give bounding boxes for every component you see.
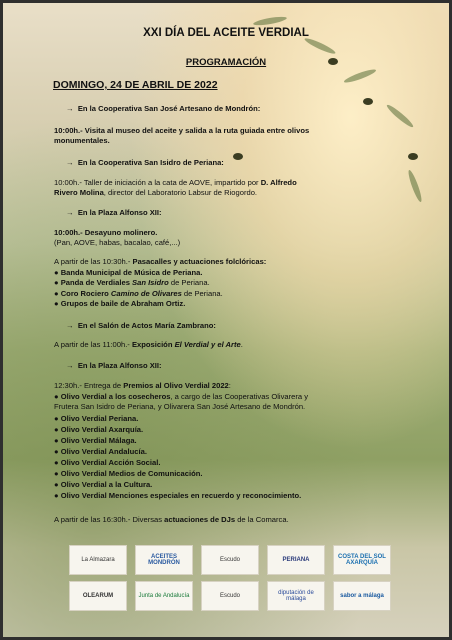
- olive-leaf-icon: [343, 67, 377, 84]
- plaza1-item-baile: ● Grupos de baile de Abraham Ortiz.: [54, 299, 186, 308]
- plaza1-item-coro: ● Coro Rociero Camino de Olivares de Periana.: [54, 289, 223, 298]
- salon-exposicion: A partir de las 11:00h.- Exposición El Verdial y el Arte.: [54, 340, 243, 349]
- program-subtitle: PROGRAMACIÓN: [185, 57, 267, 68]
- plaza2-premios: 12:30h.- Entrega de Premios al Olivo Verdial 2022:: [54, 381, 231, 390]
- section-heading-plaza2: → En la Plaza Alfonso XII:: [66, 361, 162, 370]
- sanjose-line1: 10:00h.- Visita al museo del aceite y salida a la ruta guiada entre olivos: [54, 126, 310, 135]
- plaza1-breakfast: 10:00h.- Desayuno molinero.: [54, 228, 158, 237]
- arrow-icon: →: [66, 361, 74, 370]
- plaza1-item-panda: ● Panda de Verdiales San Isidro de Periana.: [54, 278, 210, 287]
- arrow-icon: →: [66, 208, 74, 217]
- plaza2-cosecheros: ● Olivo Verdial a los cosecheros, a cargo de las Cooperativas Olivarera y: [54, 392, 309, 401]
- section-heading-salon: → En el Salón de Actos María Zambrano:: [66, 321, 216, 330]
- award-item: ● Olivo Verdial a la Cultura.: [54, 480, 153, 489]
- award-item: ● Olivo Verdial Andalucía.: [54, 447, 147, 456]
- arrow-icon: →: [66, 321, 74, 330]
- section-heading-sanjose: → En la Cooperativa San José Artesano de Mondrón:: [66, 104, 261, 113]
- sanjose-line2: monumentales.: [54, 136, 110, 145]
- arrow-icon: →: [66, 104, 74, 113]
- page-title: XXI DÍA DEL ACEITE VERDIAL: [143, 27, 309, 39]
- plaza2-cooperativas: Frutera San Isidro de Periana, y Olivarera San José Artesano de Mondrón.: [54, 402, 306, 411]
- plaza1-breakfast-detail: (Pan, AOVE, habas, bacalao, café,...): [54, 238, 181, 247]
- logo-diputacion-malaga: diputación de málaga: [267, 581, 325, 611]
- award-item: ● Olivo Verdial Periana.: [54, 414, 139, 423]
- logo-escudo-2: Escudo: [201, 581, 259, 611]
- olive-leaf-icon: [253, 15, 288, 27]
- olive-leaf-icon: [303, 36, 336, 56]
- award-item: ● Olivo Verdial Medios de Comunicación.: [54, 469, 203, 478]
- sanisidro-line1: 10:00h.- Taller de iniciación a la cata de AOVE, impartido por D. Alfredo: [54, 178, 297, 187]
- section-heading-sanisidro: → En la Cooperativa San Isidro de Periana:: [66, 158, 224, 167]
- plaza1-pasacalles: A partir de las 10:30h.- Pasacalles y actuaciones folclóricas:: [54, 257, 267, 266]
- logo-costa-del-sol: COSTA DEL SOL AXARQUÍA: [333, 545, 391, 575]
- closing-djs: A partir de las 16:30h.- Diversas actuaciones de DJs de la Comarca.: [54, 515, 289, 524]
- event-date: DOMINGO, 24 DE ABRIL DE 2022: [53, 79, 218, 91]
- olive-leaf-icon: [406, 169, 423, 203]
- logo-periana: PERIANA: [267, 545, 325, 575]
- logo-sabor-a-malaga: sabor a málaga: [333, 581, 391, 611]
- logo-junta-andalucia: Junta de Andalucía: [135, 581, 193, 611]
- logo-olearum: OLEARUM: [69, 581, 127, 611]
- award-item: ● Olivo Verdial Acción Social.: [54, 458, 161, 467]
- sanisidro-line2: Rivero Molina, director del Laboratorio Labsur de Riogordo.: [54, 188, 258, 197]
- logo-aceites-mondron: ACEITES MONDRÓN: [135, 545, 193, 575]
- award-item: ● Olivo Verdial Menciones especiales en recuerdo y reconocimiento.: [54, 491, 302, 500]
- plaza1-item-banda: ● Banda Municipal de Música de Periana.: [54, 268, 203, 277]
- section-heading-plaza1: → En la Plaza Alfonso XII:: [66, 208, 162, 217]
- award-item: ● Olivo Verdial Málaga.: [54, 436, 137, 445]
- logo-escudo-periana: Escudo: [201, 545, 259, 575]
- award-item: ● Olivo Verdial Axarquía.: [54, 425, 144, 434]
- logo-la-almazara: La Almazara: [69, 545, 127, 575]
- arrow-icon: →: [66, 158, 74, 167]
